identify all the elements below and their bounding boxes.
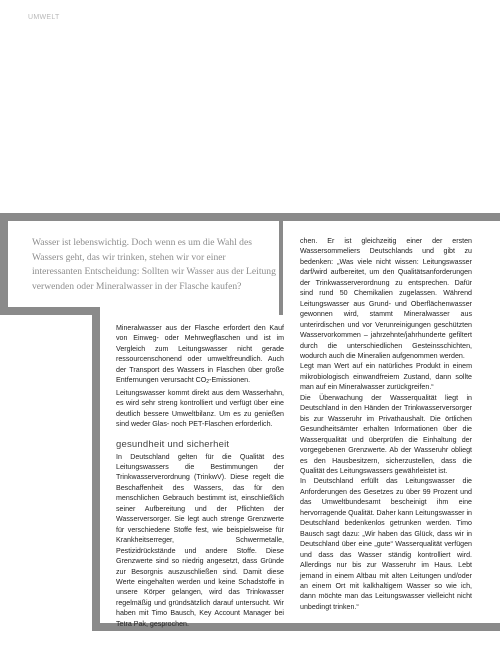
pull-quote: Wasser ist lebenswichtig. Doch wenn es um die Wahl des Wassers geht, das wir trinken, stehen wir vor einer interessanten Entscheidung: Sollten wir Wasser aus der Leitung verwenden oder Mineralwasser in der Flasche kaufen? <box>32 237 276 292</box>
paragraph-regulation: In Deutschland gelten für die Qualität des Leitungswassers die Bestimmungen der Trinkwasserverordnung (TrinkwV). Diese regelt die Beschaffenheit des Wassers, das für den menschlichen Gebrauch bestimmt ist, einschließlich seiner Aufbereitung und der Pflichten der Wasserversorger. Sie legt auch strenge Grenzwerte für verschiedene Stoffe fest, wie beispielsweise für Krankheitserreger, Schwermetalle, Pestizidrückstände und andere Stoffe. Diese Grenzwerte sind so niedrig angesetzt, dass Gründe zur Besorgnis auszuschließen sind. Damit diese Werte eingehalten werden und keine Schadstoffe in unsere Körper gelangen, wird das Trinkwasser regelmäßig und gründsätzlich darauf untersucht. Wir haben mit Timo Bausch, Key Account Manager bei Tetra Pak, gesprochen. <box>116 452 284 628</box>
frame-band-middle <box>8 307 100 315</box>
paragraph-intro <box>116 323 284 388</box>
paragraph-quality: In Deutschland erfüllt das Leitungswasser die Anforderungen des Gesetzes zu über 99 Prozent und das Umweltbundesamt bescheinigt ihm eine hervorragende Qualität. Daher kann Leitungswasser in Deutschland bedenkenlos getrunken werden. Timo Bausch sagt dazu: „Wir haben das Glück, dass wir in Deutschland über eine „gute“ Wasserqualität verfügen und dass das Wasser ständig kontrolliert wird. Allerdings nur bis zur Wasseruhr im Haus. Lebt jemand in einem Altbau mit alten Leitungen und/oder an einem Ort mit kalkhaltigem Wasser so wie ich, dann möchte man das Leitungswasser vielleicht nicht unbedingt trinken.“ <box>300 477 472 611</box>
paragraph-monitoring: Die Überwachung der Wasserqualität liegt in Deutschland in den Händen der Trinkwasserversorger bis zur Wasseruhr im Privathaushalt. Die örtlichen Gesundheitsämter erhalten Informationen über die Wasserqualität und überprüfen die Einhaltung der vorgegebenen Grenzwerte. Ab der Wasseruhr obliegt es den Hausbesitzern, sicherzustellen, dass die Qualität des Leitungswassers gewährleistet ist. <box>300 393 472 475</box>
paragraph-tapwater: Leitungswasser kommt direkt aus dem Wasserhahn, es wird sehr streng kontrolliert und verfügt über eine deutlich bessere Umweltbilanz. Um es zu genießen sind weder Glas- noch PET-Flaschen erforderlich. <box>116 388 284 429</box>
frame-band-top <box>0 213 500 221</box>
frame-band-inner <box>279 221 283 315</box>
paragraph-intro-end: -Emissionen. <box>209 376 251 385</box>
frame-band-vertical <box>92 307 100 631</box>
paragraph-sommelier: chen. Er ist gleichzeitig einer der ersten Wassersommeliers Deutschlands und gibt zu bedenken: „Was viele nicht wissen: Leitungswasser darf/wird aufbereitet, um den Qualitätsanforderungen der Trinkwasserverordnung zu entsprechen. Dafür sind rund 50 Chemikalien zugelassen. Während Leitungswasser aus Grund- und Oberflächenwasser gewonnen wird, stammt Mineralwasser aus unterirdischen und vor Verunreinigungen geschützten Wasservorkommen – jahrzehnte/jahrhunderte gefiltert durch die unterschiedlichen Gesteinsschichten, wodurch auch die Mineralien aufgenommen werden. <box>300 237 472 360</box>
paragraph-intro-text: Mineralwasser aus der Flasche erfordert den Kauf von Einweg- oder Mehrwegflaschen und ist im Vergleich zum Leitungswasser nicht gerade ressourcenschonend oder umweltfreundlich. Auch der Transport des Wassers in Flaschen über große Entfernungen verursacht CO <box>116 324 284 385</box>
right-column <box>300 236 472 612</box>
left-column <box>116 323 284 629</box>
section-heading: gesundheit und sicherheit <box>116 438 230 450</box>
co2-subscript: 2 <box>206 379 210 386</box>
paragraph-natural-product: Legt man Wert auf ein natürliches Produkt in einem mikrobiologisch einwandfreiem Zustand, dann sollte man auf ein Mineralwasser zurückgreifen.“ <box>300 362 472 392</box>
section-label: UMWELT <box>28 14 60 21</box>
frame-band-left <box>0 221 8 315</box>
